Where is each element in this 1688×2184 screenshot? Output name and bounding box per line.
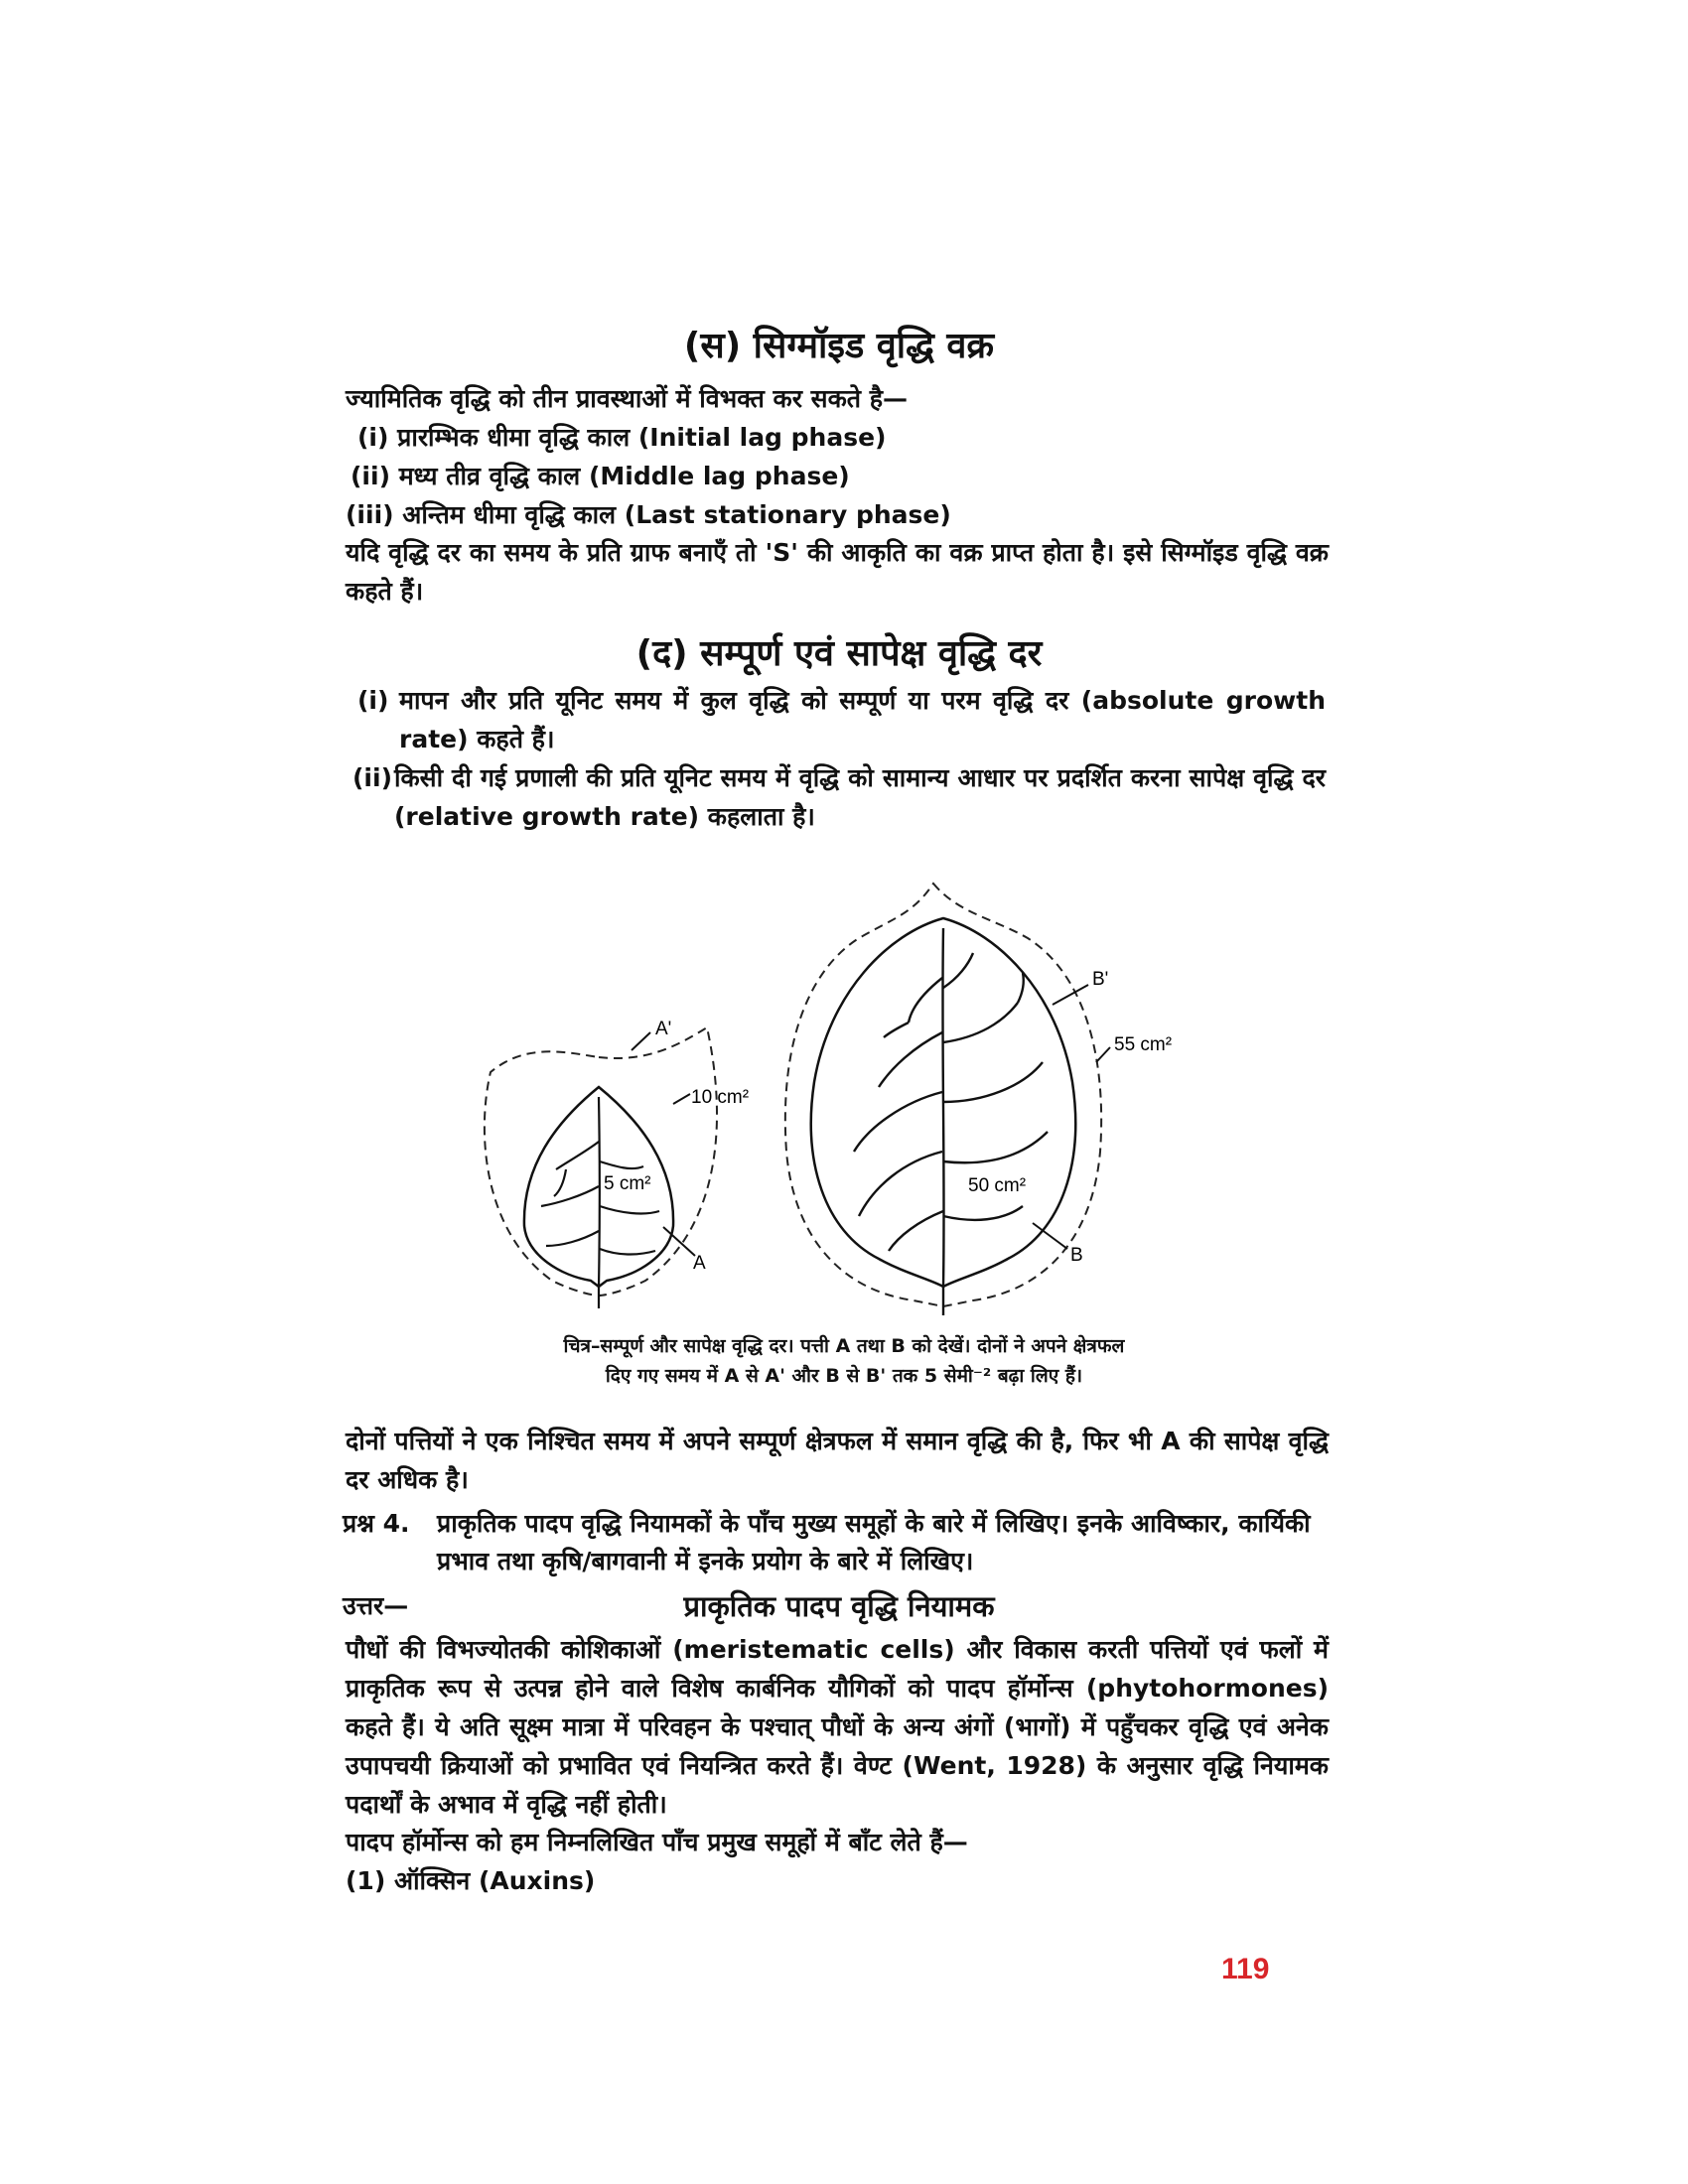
label-a: A [693,1253,706,1274]
item-number: (ii) [352,763,392,792]
phase-item-1: (i) प्रारम्भिक धीमा वृद्धि काल (Initial lag phase) [357,423,887,452]
phase-item-3: (iii) अन्तिम धीमा वृद्धि काल (Last stationary phase) [346,500,951,529]
question-label: प्रश्न 4. [343,1509,410,1538]
caption-line-2: दिए गए समय में A से A' और B से B' तक 5 सेमी⁻² बढ़ा लिए हैं। [605,1365,1083,1387]
item-text: किसी दी गई प्रणाली की प्रति यूनिट समय में वृद्धि को सामान्य आधार पर प्रदर्शित करना सापेक्ष वृद्धि दर (relative growth rate) कहलाता है। [394,763,1326,831]
phase-item-2: (ii) मध्य तीव्र वृद्धि काल (Middle lag phase) [351,462,850,490]
figure-leader-lines [632,985,1110,1256]
sigmoid-intro: ज्यामितिक वृद्धि को तीन प्रावस्थाओं में विभक्त कर सकते है— [346,384,909,413]
question-text: प्राकृतिक पादप वृद्धि नियामकों के पाँच मुख्य समूहों के बारे में लिखिए। इनके आविष्कार, कार्यिकी प्रभाव तथा कृषि/बागवानी में इनके प्रयोग के बारे में लिखिए। [437,1509,1311,1575]
label-area-b-inner: 50 cm² [968,1175,1027,1196]
hormone-group-1: (1) ऑक्सिन (Auxins) [346,1866,596,1895]
section-heading-growth-rate: (द) सम्पूर्ण एवं सापेक्ष वृद्धि दर [635,633,1043,674]
item-text: मापन और प्रति यूनिट समय में कुल वृद्धि को सम्पूर्ण या परम वृद्धि दर (absolute growth rate) कहते हैं। [399,686,1326,753]
answer-paragraph: पौधों की विभज्योतकी कोशिकाओं (meristematic cells) और विकास करती पत्तियों एवं फलों में प्राकृतिक रूप से उत्पन्न होने वाले विशेष कार्बनिक यौगिकों को पादप हॉर्मोन्स (phytohormones) कहते हैं। ये अति सूक्ष्म मात्रा में परिवहन के पश्चात् पौधों के अन्य अंगों (भागों) में पहुँचकर वृद्धि एवं अनेक उपापचयी क्रियाओं को प्रभावित एवं नियन्त्रित करते हैं। वेण्ट (Went, 1928) के अनुसार वृद्धि नियामक पदार्थों के अभाव में वृद्धि नहीं होती। [346,1635,1329,1819]
leaf-b-veins [854,928,1048,1315]
hormone-groups-intro: पादप हॉर्मोन्स को हम निम्नलिखित पाँच प्रमुख समूहों में बाँट लेते हैं— [346,1828,968,1856]
figure-caption [427,1331,1261,1391]
question-4 [343,1505,1336,1580]
section-heading-sigmoid: (स) सिग्मॉइड वृद्धि वक्र [683,326,995,366]
after-figure-text: दोनों पत्तियों ने एक निश्चित समय में अपने सम्पूर्ण क्षेत्रफल में समान वृद्धि की है, फिर भी A की सापेक्ष वृद्धि दर अधिक है। [346,1427,1329,1494]
caption-line-1: चित्र–सम्पूर्ण और सापेक्ष वृद्धि दर। पत्ती A तथा B को देखें। दोनों ने अपने क्षेत्रफल [563,1335,1125,1357]
answer-title: प्राकृतिक पादप वृद्धि नियामक [683,1589,995,1623]
answer-label: उत्तर— [343,1591,409,1620]
label-area-a-inner: 5 cm² [604,1173,651,1194]
page-number: 119 [1221,1953,1270,1985]
item-number: (i) [357,686,389,715]
label-b-prime: B' [1092,969,1109,990]
sigmoid-conclusion: यदि वृद्धि दर का समय के प्रति ग्राफ बनाएँ तो 'S' की आकृति का वक्र प्राप्त होता है। इसे सिग्मॉइड वृद्धि वक्र कहते हैं। [346,538,1329,606]
label-area-a-outer: 10 cm² [691,1087,750,1108]
answer-heading-row [343,1588,1336,1628]
label-area-b-outer: 55 cm² [1114,1034,1173,1055]
label-b: B [1070,1245,1083,1266]
label-a-prime: A' [655,1019,672,1039]
